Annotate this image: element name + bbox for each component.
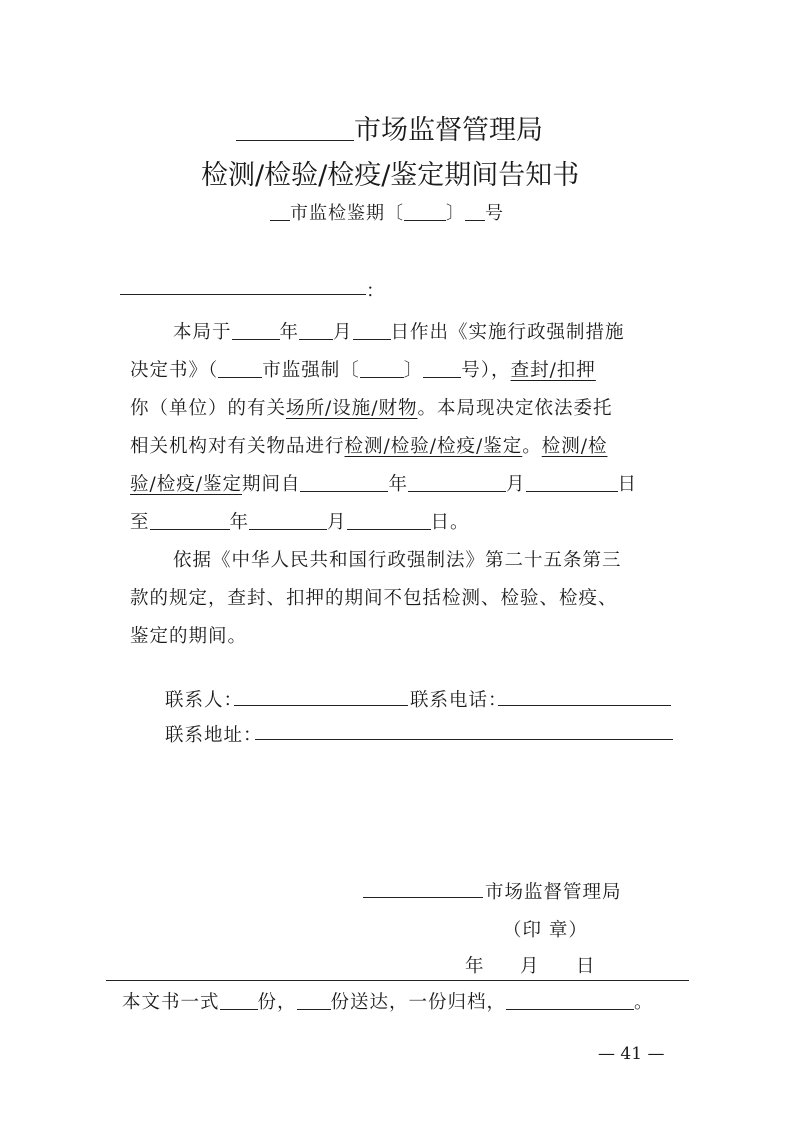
- seal-label: （印 章）: [503, 920, 588, 941]
- end-year-blank[interactable]: [150, 511, 230, 531]
- period-type-option-b: 验/检疫/鉴定: [130, 474, 242, 495]
- doc-no-prefix-blank[interactable]: [270, 202, 290, 221]
- decision-day-blank[interactable]: [353, 321, 391, 341]
- agency-suffix: 市场监督管理局: [354, 115, 543, 146]
- p2-line1: 依据《中华人民共和国行政强制法》第二十五条第三: [173, 550, 622, 571]
- start-day-blank[interactable]: [526, 473, 618, 493]
- signature-agency-blank[interactable]: [363, 897, 483, 898]
- agency-name-blank[interactable]: [236, 116, 354, 141]
- test-type-option: 检测/检验/检疫/鉴定: [344, 436, 523, 457]
- decision-year-blank[interactable]: [232, 321, 280, 341]
- p2-line3: 鉴定的期间。: [130, 626, 248, 647]
- contact-address-blank[interactable]: [255, 739, 673, 740]
- addressee-blank[interactable]: [120, 294, 366, 295]
- contact-person-blank[interactable]: [234, 705, 408, 706]
- footer-note: 本文书一式 份， 份送达，一份归档， 。: [122, 992, 654, 1013]
- p1-line3: 你（单位）的有关场所/设施/财物。本局现决定依法委托: [130, 398, 613, 419]
- page-number: — 41 —: [598, 1044, 665, 1064]
- period-type-option-a: 检测/检: [541, 436, 608, 457]
- contact-address-label: 联系地址：: [165, 725, 263, 746]
- signature-agency: 市场监督管理局: [485, 882, 622, 903]
- doc-no-seq-blank[interactable]: [465, 202, 485, 221]
- start-month-blank[interactable]: [408, 473, 506, 493]
- p2-line2: 款的规定，查封、扣押的期间不包括检测、检验、检疫、: [130, 588, 618, 609]
- contact-phone-blank[interactable]: [498, 705, 671, 706]
- copies-delivered-blank[interactable]: [297, 991, 331, 1011]
- agency-title-line: [236, 108, 543, 147]
- enforcement-year-blank[interactable]: [360, 359, 404, 379]
- p1-line6: 至 年 月 日。: [130, 512, 470, 533]
- object-option: 场所/设施/财物: [286, 398, 418, 419]
- addressee-colon: ：: [366, 281, 386, 302]
- p1-line2: 决定书》（ 市监强制〔 〕 号），查封/扣押: [130, 360, 596, 381]
- p1-line1: 本局于 年 月 日作出《实施行政强制措施: [173, 322, 625, 343]
- p1-line5: 验/检疫/鉴定期间自 年 月 日: [130, 474, 638, 495]
- enforcement-seq-blank[interactable]: [423, 359, 461, 379]
- doc-no-year-blank[interactable]: [404, 202, 446, 221]
- p1-line4: 相关机构对有关物品进行检测/检验/检疫/鉴定。检测/检: [130, 436, 608, 457]
- enforcement-prefix-blank[interactable]: [218, 359, 262, 379]
- sign-day-label: 日: [576, 956, 596, 977]
- decision-month-blank[interactable]: [299, 321, 333, 341]
- document-title: 检测/检验/检疫/鉴定期间告知书: [201, 160, 580, 191]
- sign-month-label: 月: [520, 956, 540, 977]
- copies-other-blank[interactable]: [506, 991, 634, 1011]
- contact-phone-label: 联系电话：: [410, 690, 508, 711]
- sign-year-label: 年: [465, 956, 485, 977]
- document-number: 市监检鉴期〔 〕 号: [270, 199, 504, 225]
- end-day-blank[interactable]: [347, 511, 431, 531]
- copies-total-blank[interactable]: [220, 991, 258, 1011]
- start-year-blank[interactable]: [300, 473, 388, 493]
- end-month-blank[interactable]: [249, 511, 327, 531]
- contact-person-label: 联系人：: [165, 690, 244, 711]
- seize-option: 查封/扣押: [510, 360, 596, 381]
- footer-divider: [106, 980, 689, 981]
